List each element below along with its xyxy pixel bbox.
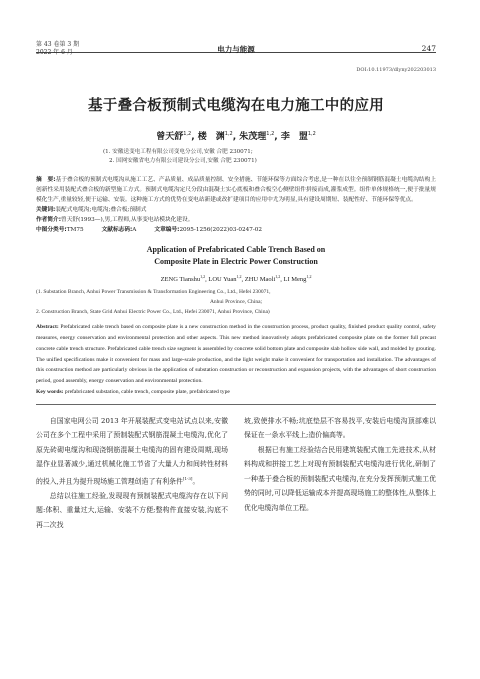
affiliation-line: (1. 安徽送变电工程有限公司变电分公司,安徽 合肥 230071;	[103, 149, 253, 155]
paper-title: 基于叠合板预制式电缆沟在电力施工中的应用	[88, 98, 384, 114]
author-affil-mark: 1,2	[183, 131, 192, 137]
en-affiliation-line: 2. Construction Branch, State Grid Anhui Electric Power Co., Ltd., Hefei 230071, Anhui Province, China)	[36, 309, 270, 316]
keywords-cn-label: 关键词:	[36, 207, 56, 213]
en-affiliation-line: Anhui Province, China;	[209, 299, 263, 306]
author-name: 曾天舒	[156, 132, 184, 142]
en-author-name: ZENG Tianshu	[160, 276, 201, 284]
paragraph-text: 坡,致使排水不畅;坑底垫层不容易找平,安装后电缆沟顶部难以保证在一条水平线上;造价偏高等。	[244, 416, 436, 440]
keywords-cn	[36, 205, 436, 215]
clc-value: TM75	[66, 227, 84, 233]
english-abstract-text: Prefabricated cable trench based on composite plate is a new construction method in the construction process, product quality, finished product quality control, safety measures, energy conservation and environmental protection and other aspects. This new method innovatively adopts prefabricated composite plate on the former full precast concrete cable trench structure. Prefabricated cable trench size segment is assembled by concrete solid bottom plate and composite slab hollow side wall, and molded by grouting. The unified specifications make it convenient for mass and large-scale production, and the light weight make it convenient for transportation and installation. The advantages of this construction method are particularly obvious in the application of substation construction or reconstruction and expansion projects, with the advantages of short construction period, good assembly, energy conservation and environmental protection.	[36, 324, 436, 385]
doi: DOI:10.11973/dlyny202203013	[356, 67, 436, 73]
clc-label: 中图分类号:	[36, 227, 67, 233]
paragraph-end: 。	[192, 477, 200, 486]
paragraph-text: 自国家电网公司 2013 年开展装配式变电站试点以来,安徽公司在多个工程中采用了预制装配式钢筋混凝土电缆沟,优化了原先砖砌电缆沟和现浇钢筋混凝土电缆沟的固有建设周期,现场湿作业显著减少,通过机械化施工节省了大量人力和间转性材料的投入,并且为提升现场施工管理创造了有利条件	[36, 416, 228, 486]
paragraph-text: 总结以往施工经验,发现现有预制装配式电缆沟存在以下问题:体积、重量过大,运输、安装不方便;整构件直接安装,沟底不再二次找	[36, 491, 228, 529]
page-number: 247	[421, 44, 436, 53]
author-bio-text: 曾天舒(1993—),男,工程师,从事变电站模块化建设。	[61, 217, 194, 223]
clc-number	[36, 225, 84, 235]
en-author-name: LOU Yuan	[208, 276, 237, 284]
author-affil-mark: 1,2	[224, 131, 233, 137]
english-abstract-label: Abstract:	[36, 324, 59, 331]
en-author-affil-mark: 1,2	[236, 274, 242, 279]
body-paragraph	[36, 414, 228, 489]
author-name: 楼 渊	[197, 132, 225, 142]
en-author-affil-mark: 1,2	[200, 274, 206, 279]
english-keywords	[36, 387, 436, 397]
citation-mark: [1-3]	[182, 475, 193, 481]
english-title	[36, 244, 436, 268]
doc-code-label: 文献标志码:	[101, 227, 133, 233]
abstract-cn-label: 摘 要:	[36, 177, 56, 183]
keywords-cn-text: 装配式电缆沟;电缆沟;叠合板;预制式	[55, 207, 147, 213]
journal-name: 电力与能源	[217, 45, 255, 54]
issue-date: 2022 年 6 月	[36, 49, 73, 56]
document-code	[102, 225, 137, 235]
en-author-affil-mark: 1,2	[275, 274, 281, 279]
en-affiliation-line: (1. Substation Branch, Anhui Power Transmission & Transformation Engineering Co., Ltd., Hefei 230071,	[36, 289, 271, 296]
body-paragraph	[244, 414, 436, 443]
english-keywords-label: Key words:	[36, 388, 64, 395]
doc-code-value: A	[132, 227, 137, 233]
english-abstract	[36, 322, 436, 387]
english-title-line: Composite Plate in Electric Power Construction	[154, 257, 318, 266]
volume-issue: 第 43 卷第 3 期	[36, 41, 80, 48]
body-column-left	[36, 414, 228, 532]
author-bio	[36, 215, 436, 225]
en-author-affil-mark: 1,2	[306, 274, 312, 279]
affiliations-cn	[103, 148, 436, 166]
running-header	[36, 0, 436, 56]
author-list: 曾天舒$^{1,2}$, 楼 渊$^{1,2}$, 朱茂理$^{1,2}$, 李 盟$^{1,2}$	[156, 131, 316, 142]
author-name: 李 盟	[280, 132, 308, 142]
english-title-line: Application of Prefabricated Cable Trench Based on	[146, 245, 326, 254]
article-number-label: 文章编号:	[154, 227, 180, 233]
article-number	[154, 225, 262, 235]
author-name: 朱茂理	[239, 132, 267, 142]
abstract-cn-text: 基于叠合板的预制式电缆沟从施工工艺、产品质量、成品质量控制、安全措施、节能环保等方面综合考虑,是一种在以往全预制钢筋混凝土电缆沟结构上创新性采用装配式叠合板的新型施工方式。预制式电缆沟定尺分段由混凝土实心底板和叠合板空心侧壁组件拼接而成,灌浆成型。组件单体规格统一,便于批量规模化生产,重量较轻,便于运输、安装。这种施工方式的优势在变电站新建或改扩建项目的应用中尤为明显,具有建设周期短、装配性好、节能环保等优点。	[36, 177, 437, 203]
body-paragraph	[244, 443, 436, 516]
en-author-name: LI Meng	[283, 276, 307, 284]
abstract-cn	[36, 175, 436, 205]
author-affil-mark: 1,2	[266, 131, 275, 137]
english-keywords-text: prefabricated substation, cable trench, composite plate, prefabricated type	[64, 388, 230, 395]
affiliation-line: 2. 国网安徽省电力有限公司建设分公司,安徽 合肥 230071)	[109, 158, 257, 164]
classification-line	[36, 225, 436, 235]
body-columns	[36, 414, 436, 532]
en-author-name: ZHU Maoli	[244, 276, 276, 284]
author-affil-mark: 1,2	[307, 131, 316, 137]
body-column-right	[244, 414, 436, 532]
author-bio-label: 作者简介:	[36, 217, 62, 223]
body-paragraph	[36, 489, 228, 533]
english-author-list: ZENG Tianshu$^{1,2}$, LOU Yuan$^{1,2}$, ZHU Maoli$^{1,2}$, LI Meng$^{1,2}$	[160, 274, 312, 284]
english-affiliations	[36, 287, 436, 317]
article-number-value: 2095-1256(2022)03-0247-02	[179, 227, 263, 233]
section-divider	[36, 404, 436, 405]
paragraph-text: 根据已有施工经验结合民用建筑装配式施工先进技术,从材料构成和拼接工艺上对现有预制装配式电缆沟进行优化,研制了一种基于叠合板的预制装配式电缆沟,在充分发挥预制式施工优势的同时,可以降低运输成本并提高现场施工的整体性,从整体上优化电缆沟单位工程。	[244, 445, 436, 512]
